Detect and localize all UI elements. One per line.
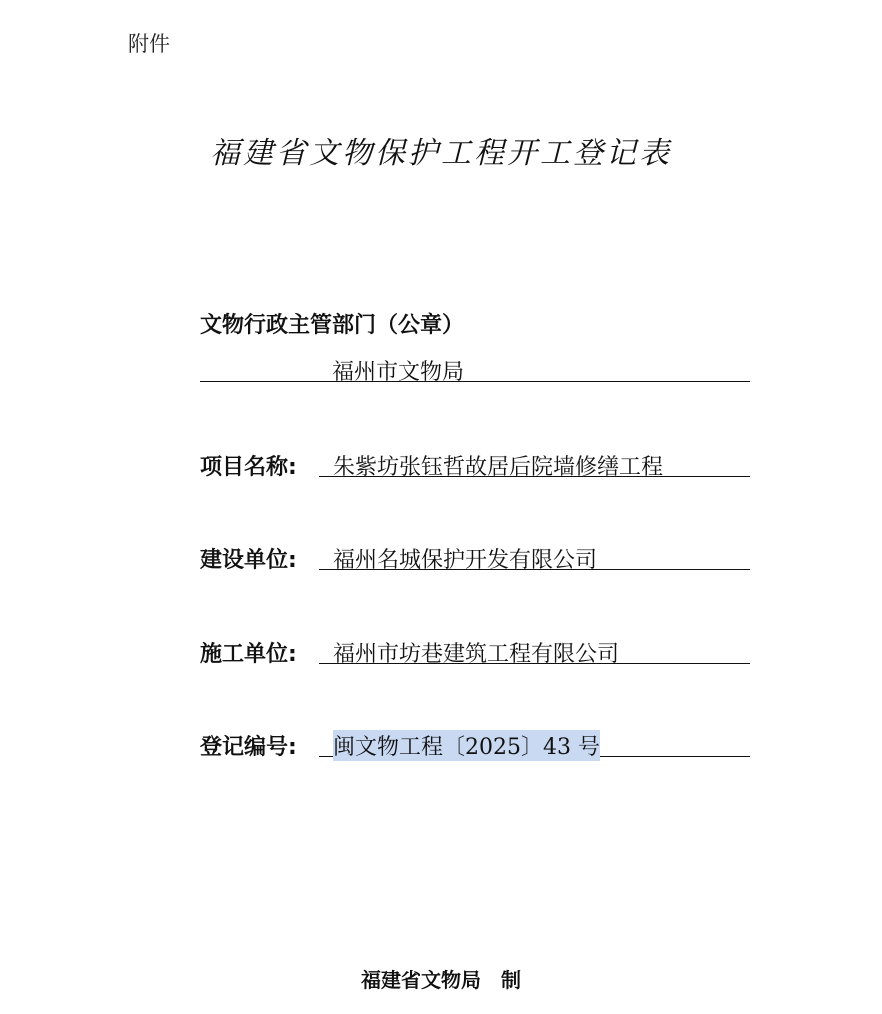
department-label: 文物行政主管部门（公章） — [200, 313, 465, 338]
project-name-value: 朱紫坊张钰哲故居后院墙修缮工程 — [333, 455, 664, 480]
construction-owner-value: 福州名城保护开发有限公司 — [333, 548, 598, 573]
registration-number-label: 登记编号: — [200, 735, 297, 760]
department-value: 福州市文物局 — [332, 360, 465, 385]
registration-number-value[interactable]: 闽文物工程〔2025〕43 号 — [333, 730, 600, 761]
attachment-label: 附件 — [128, 32, 170, 56]
contractor-line — [319, 637, 750, 667]
document-title: 福建省文物保护工程开工登记表 — [210, 136, 672, 171]
project-name-line — [319, 450, 750, 480]
registration-number-row — [200, 730, 750, 760]
project-name-label: 项目名称: — [200, 455, 297, 480]
project-name-row — [200, 450, 750, 480]
construction-owner-row — [200, 543, 750, 573]
department-value-line — [200, 355, 750, 385]
construction-owner-line — [319, 543, 750, 573]
registration-number-line — [319, 730, 750, 760]
contractor-value: 福州市坊巷建筑工程有限公司 — [333, 642, 620, 667]
contractor-label: 施工单位: — [200, 642, 297, 667]
issuer-footer: 福建省文物局 制 — [361, 968, 521, 992]
construction-owner-label: 建设单位: — [200, 548, 297, 573]
contractor-row — [200, 637, 750, 667]
